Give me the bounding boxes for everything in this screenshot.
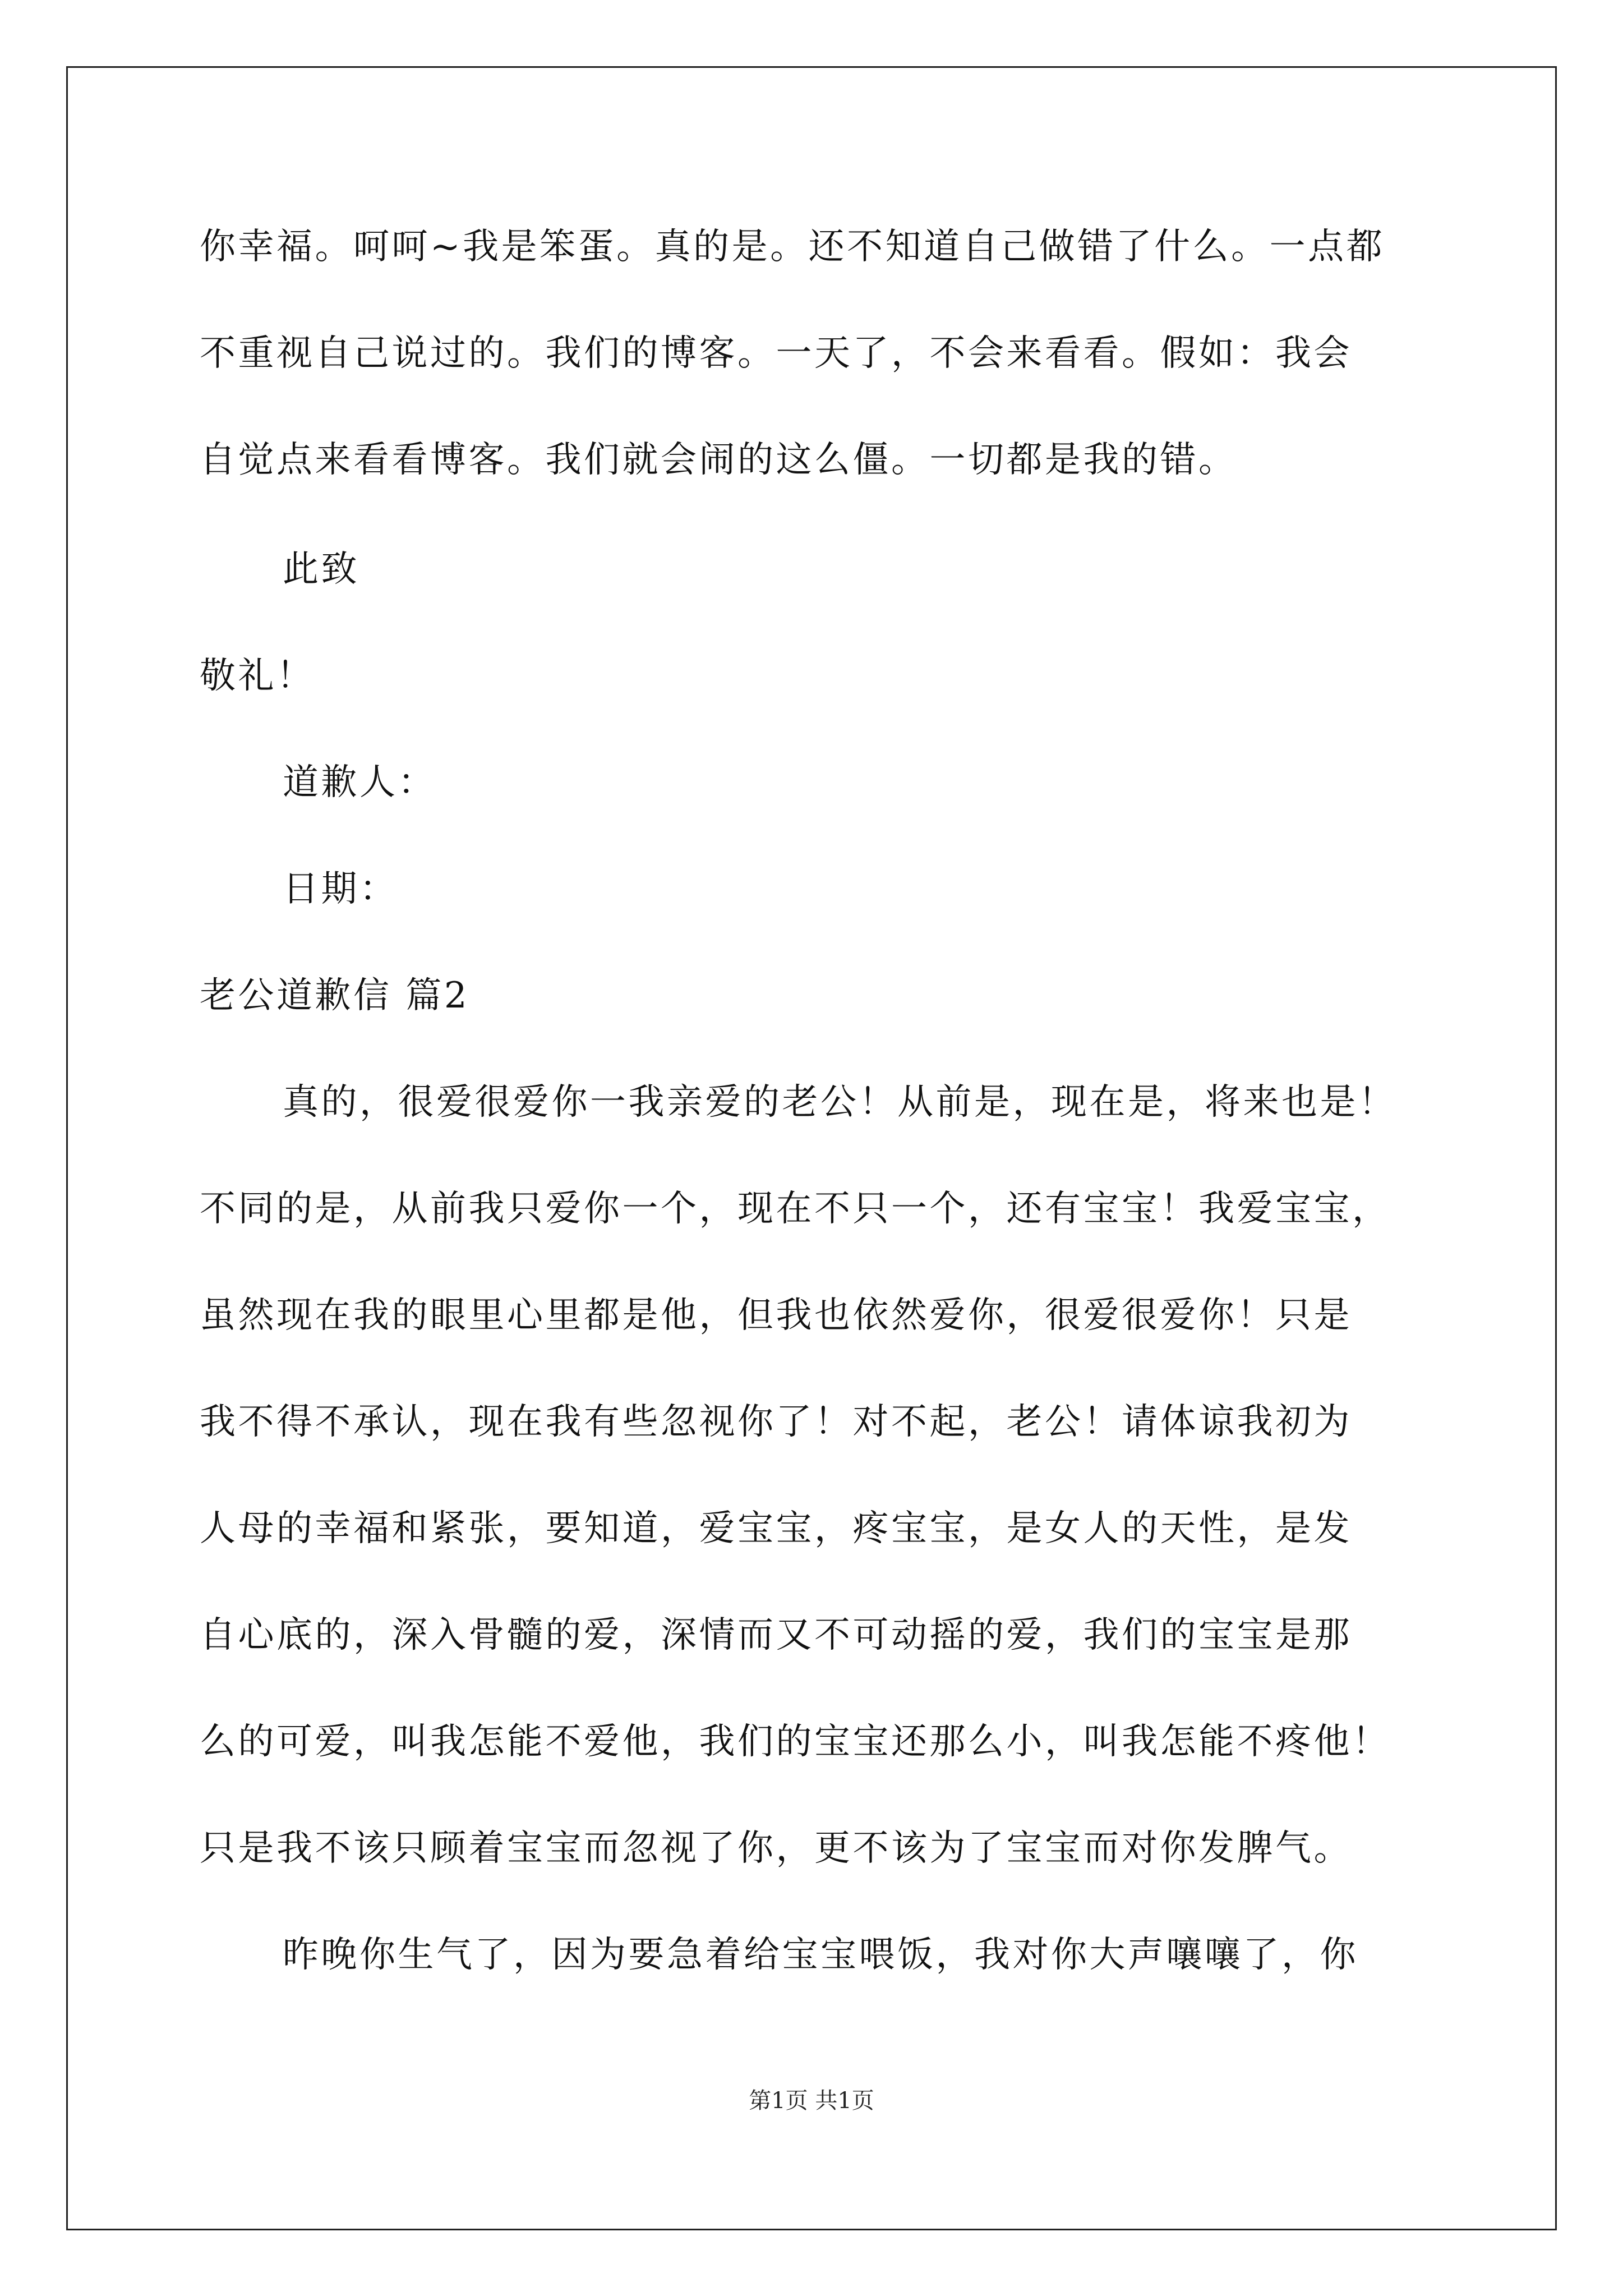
paragraph-line: 人母的幸福和紧张，要知道，爱宝宝，疼宝宝，是女人的天性，是发 (200, 1508, 1352, 1549)
paragraph-line: 你幸福。呵呵~我是笨蛋。真的是。还不知道自己做错了什么。一点都 (200, 226, 1385, 268)
paragraph-line: 自觉点来看看博客。我们就会闹的这么僵。一切都是我的错。 (200, 439, 1237, 481)
date-label: 日期： (283, 868, 398, 910)
page-border (66, 66, 1557, 2230)
paragraph-line: 虽然现在我的眼里心里都是他，但我也依然爱你，很爱很爱你！只是 (200, 1295, 1352, 1336)
signature-label: 道歉人： (283, 762, 436, 803)
paragraph-line: 真的，很爱很爱你一我亲爱的老公！从前是，现在是，将来也是！ (283, 1082, 1397, 1123)
paragraph-line: 昨晚你生气了，因为要急着给宝宝喂饭，我对你大声嚷嚷了，你 (283, 1934, 1358, 1976)
paragraph-line: 么的可爱，叫我怎能不爱他，我们的宝宝还那么小，叫我怎能不疼他！ (200, 1721, 1391, 1763)
paragraph-line: 不同的是，从前我只爱你一个，现在不只一个，还有宝宝！我爱宝宝， (200, 1188, 1391, 1230)
paragraph-line: 不重视自己说过的。我们的博客。一天了，不会来看看。假如：我会 (200, 333, 1352, 374)
closing-regards: 敬礼！ (200, 655, 315, 697)
closing-salutation: 此致 (283, 549, 359, 590)
paragraph-line: 我不得不承认，现在我有些忽视你了！对不起，老公！请体谅我初为 (200, 1401, 1352, 1443)
paragraph-line: 只是我不该只顾着宝宝而忽视了你，更不该为了宝宝而对你发脾气。 (200, 1828, 1352, 1869)
section-heading: 老公道歉信 篇2 (200, 975, 470, 1016)
paragraph-line: 自心底的，深入骨髓的爱，深情而又不可动摇的爱，我们的宝宝是那 (200, 1614, 1352, 1656)
page-number: 第1页 共1页 (749, 2088, 874, 2114)
